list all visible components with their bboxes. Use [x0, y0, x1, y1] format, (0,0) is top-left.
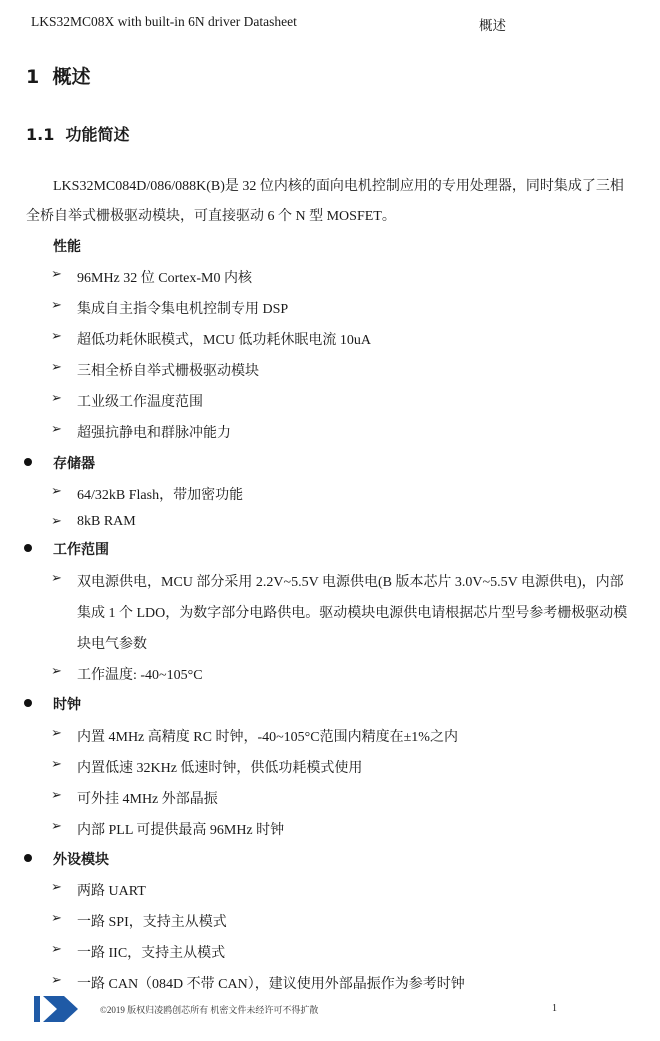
page-number: 1: [552, 1003, 557, 1014]
list-item: 一路 CAN（084D 不带 CAN），建议使用外部晶振作为参考时钟: [77, 977, 465, 992]
bullet-icon: [24, 699, 32, 707]
company-logo: [34, 994, 82, 1024]
peripherals-title: 外设模块: [53, 852, 109, 868]
arrow-icon: ➢: [51, 942, 62, 957]
arrow-icon: ➢: [51, 664, 62, 679]
list-item: 96MHz 32 位 Cortex-M0 内核: [77, 271, 252, 286]
list-item: 一路 SPI，支持主从模式: [77, 915, 227, 930]
section-title: 功能简述: [65, 125, 130, 144]
intro-line-1: LKS32MC084D/086/088K(B)是 32 位内核的面向电机控制应用的专用处理器，同时集成了三相: [53, 179, 624, 194]
list-item: 超强抗静电和群脉冲能力: [77, 426, 231, 441]
list-item: 内置 4MHz 高精度 RC 时钟，-40~105°C范围内精度在±1%之内: [77, 730, 458, 745]
list-item: 超低功耗休眠模式，MCU 低功耗休眠电流 10uA: [77, 333, 372, 348]
arrow-icon: ➢: [51, 880, 62, 895]
list-item: 8kB RAM: [77, 514, 136, 529]
bullet-icon: [24, 854, 32, 862]
list-item: 64/32kB Flash，带加密功能: [77, 488, 244, 503]
arrow-icon: ➢: [51, 267, 62, 282]
arrow-icon: ➢: [51, 757, 62, 772]
list-item: 两路 UART: [77, 884, 146, 899]
bullet-icon: [24, 544, 32, 552]
header-title: LKS32MC08X with built-in 6N driver Datasheet: [31, 14, 297, 29]
list-item: 工业级工作温度范围: [77, 395, 203, 410]
list-item: 双电源供电，MCU 部分采用 2.2V~5.5V 电源供电(B 版本芯片 3.0V~5.5V 电源供电)，内部: [77, 575, 624, 590]
list-item: 可外挂 4MHz 外部晶振: [77, 792, 218, 807]
chapter-number: 1: [26, 66, 40, 88]
arrow-icon: ➢: [51, 329, 62, 344]
section-heading: [26, 122, 130, 145]
arrow-icon: ➢: [51, 298, 62, 313]
header-section: 概述: [479, 18, 506, 33]
arrow-icon: ➢: [51, 973, 62, 988]
chapter-title: 概述: [52, 66, 91, 88]
performance-title: 性能: [53, 239, 81, 255]
arrow-icon: ➢: [51, 514, 62, 529]
footer-copyright: ©2019 版权归凌鸥创芯所有 机密文件未经许可不得扩散: [100, 1005, 319, 1015]
list-item: 集成自主指令集电机控制专用 DSP: [77, 302, 289, 317]
list-item-continued: 集成 1 个 LDO，为数字部分电路供电。驱动模块电源供电请根据芯片型号参考栅极驱动模: [77, 606, 628, 621]
arrow-icon: ➢: [51, 571, 62, 586]
arrow-icon: ➢: [51, 788, 62, 803]
chapter-heading: [26, 62, 90, 89]
storage-title: 存储器: [53, 456, 95, 472]
list-item: 三相全桥自举式栅极驱动模块: [77, 364, 259, 379]
list-item-continued: 块电气参数: [77, 637, 147, 652]
arrow-icon: ➢: [51, 360, 62, 375]
section-number: 1.1: [26, 125, 55, 144]
arrow-icon: ➢: [51, 391, 62, 406]
arrow-icon: ➢: [51, 726, 62, 741]
range-title: 工作范围: [53, 542, 109, 558]
arrow-icon: ➢: [51, 911, 62, 926]
list-item: 内部 PLL 可提供最高 96MHz 时钟: [77, 823, 285, 838]
arrow-icon: ➢: [51, 484, 62, 499]
bullet-icon: [24, 458, 32, 466]
list-item: 一路 IIC，支持主从模式: [77, 946, 226, 961]
arrow-icon: ➢: [51, 819, 62, 834]
list-item: 内置低速 32KHz 低速时钟，供低功耗模式使用: [77, 761, 363, 776]
arrow-icon: ➢: [51, 422, 62, 437]
list-item: 工作温度: -40~105°C: [77, 668, 203, 683]
intro-line-2: 全桥自举式栅极驱动模块，可直接驱动 6 个 N 型 MOSFET。: [26, 209, 396, 224]
clock-title: 时钟: [53, 697, 81, 713]
